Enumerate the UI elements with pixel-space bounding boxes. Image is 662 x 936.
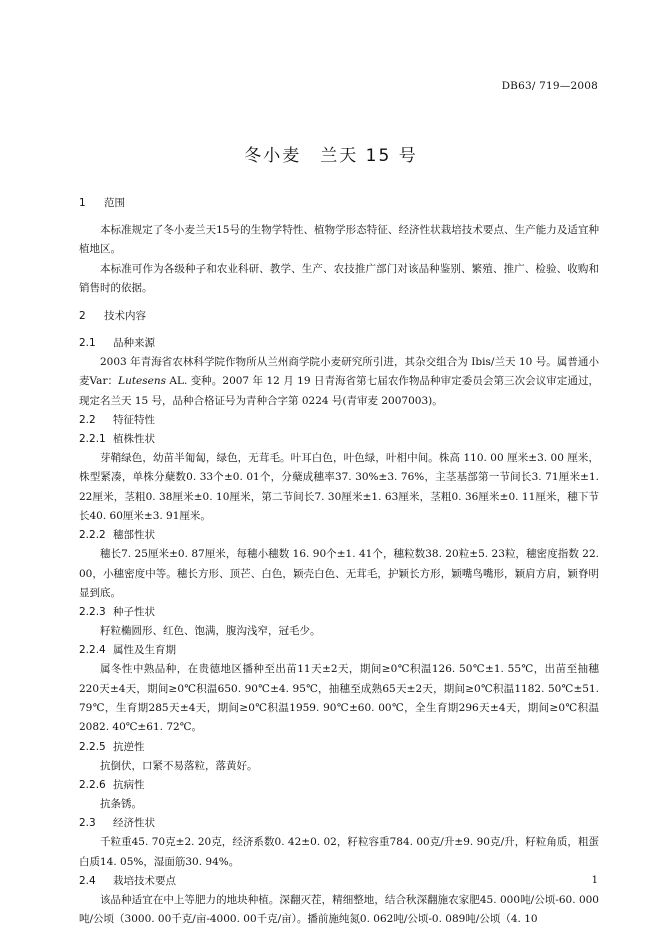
section-heading-1 xyxy=(79,193,599,213)
section-number: 2.2.2 xyxy=(79,529,106,542)
section-number: 2.2.6 xyxy=(79,778,106,791)
paragraph: 抗条锈。 xyxy=(100,797,142,810)
document-title: 冬小麦 兰天 15 号 xyxy=(244,146,418,166)
paragraph xyxy=(79,353,599,411)
section-title: 特征特性 xyxy=(113,414,155,427)
section-title: 抗逆性 xyxy=(113,740,145,753)
paragraph: 本标准可作为各级种子和农业科研、教学、生产、农技推广部门对该品种鉴别、繁殖、推广、检验、收购和销售时的依据。 xyxy=(79,262,599,294)
section-title: 植株性状 xyxy=(113,433,155,446)
subsection-heading-2-2-5 xyxy=(79,738,599,757)
section-number: 2.2.4 xyxy=(79,644,106,657)
document-body xyxy=(79,193,599,929)
standard-code: DB63/ 719—2008 xyxy=(501,80,598,92)
subsection-heading-2-1 xyxy=(79,334,599,353)
section-number: 2.1 xyxy=(79,337,96,350)
section-number: 2.3 xyxy=(79,817,96,830)
subsection-heading-2-2-3 xyxy=(79,603,599,622)
paragraph: 千粒重45. 70克±2. 20克，经济系数0. 42±0. 02，籽粒容重784. 00克/升±9. 90克/升，籽粒角质，粗蛋白质14. 05%，湿面筋30. 94%。 xyxy=(79,836,599,868)
paragraph-text: 2003 年青海省农林科学院作物所从兰州商学院小麦研究所引进，其杂交组合为 Ibis/兰天 10 号。属普通小麦Var： xyxy=(79,356,599,388)
section-number: 2.2.5 xyxy=(79,740,106,753)
section-number: 2 xyxy=(79,310,86,323)
section-title: 经济性状 xyxy=(113,817,155,830)
latin-name: Lutesens xyxy=(118,375,167,388)
page-number: 1 xyxy=(591,875,598,886)
paragraph: 穗长7. 25厘米±0. 87厘米，每穗小穗数 16. 90个±1. 41个，穗粒数38. 20粒±5. 23粒，穗密度指数 22. 00，小穗密度中等。穗长方形、顶芒、白色，颖壳白色、无茸毛，护颖长方形，颖嘴鸟嘴形，颖肩方肩，颖脊明显到底。 xyxy=(79,548,599,599)
section-number: 1 xyxy=(79,197,86,209)
section-number: 2.2 xyxy=(79,414,96,427)
section-number: 2.2.1 xyxy=(79,433,106,446)
section-heading-2 xyxy=(79,306,599,326)
subsection-heading-2-2 xyxy=(79,411,599,430)
section-title: 抗病性 xyxy=(113,778,145,791)
subsection-heading-2-2-6 xyxy=(79,776,599,795)
section-title: 种子性状 xyxy=(113,606,155,619)
subsection-heading-2-3 xyxy=(79,814,599,833)
subsection-heading-2-2-4 xyxy=(79,641,599,660)
subsection-heading-2-2-2 xyxy=(79,526,599,545)
section-title: 穗部性状 xyxy=(113,529,155,542)
paragraph: 籽粒椭圆形、红色、饱满，腹沟浅窄，冠毛少。 xyxy=(100,625,321,638)
paragraph: 本标准规定了冬小麦兰天15号的生物学特性、植物学形态特征、经济性状栽培技术要点、生产能力及适宜种植地区。 xyxy=(79,224,599,256)
section-title: 品种来源 xyxy=(113,337,155,350)
section-title: 栽培技术要点 xyxy=(113,874,176,887)
section-number: 2.2.3 xyxy=(79,606,106,619)
paragraph: 芽鞘绿色，幼苗半匍匐，绿色，无茸毛。叶耳白色，叶色绿，叶相中间。株高 110. 00 厘米±3. 00 厘米，株型紧凑，单株分蘖数0. 33个±0. 01个，分蘖成穗率37. 30%±3. 76%，主茎基部第一节间长3. 71厘米±1. 22厘米，茎粗0. 38厘米±0. 10厘米，第二节间长7. 30厘米±1. 63厘米，茎粗0. 36厘米±0. 11厘米，穗下节长40. 60厘米±3. 91厘米。 xyxy=(79,452,599,522)
section-title: 属性及生育期 xyxy=(113,644,176,657)
section-title: 技术内容 xyxy=(104,310,146,323)
paragraph-text: AL. 变种。2007 年 12 月 19 日青海省第七届农作物品种审定委员会第三次会议审定通过，现定名兰天 15 号，品种合格证号为青种合字第 0224 号(青审麦 2007003)。 xyxy=(79,375,600,407)
paragraph: 该品种适宜在中上等肥力的地块种植。深翻灭茬，精细整地，结合秋深翻施农家肥45. 000吨/公顷-60. 000吨/公顷（3000. 00千克/亩-4000. 00千克/亩）。播前施纯氮0. 062吨/公顷-0. 089吨/公顷（4. 10 xyxy=(79,893,599,926)
paragraph: 抗倒伏，口紧不易落粒，落黄好。 xyxy=(100,759,258,772)
subsection-heading-2-4 xyxy=(79,872,599,891)
subsection-heading-2-2-1 xyxy=(79,430,599,449)
paragraph: 属冬性中熟品种，在贵德地区播种至出苗11天±2天，期间≥0℃积温126. 50℃±1. 55℃，出苗至抽穗220天±4天，期间≥0℃积温650. 90℃±4. 95℃，抽穗至成熟65天±2天，期间≥0℃积温1182. 50℃±51. 79℃，生育期285天±4天，期间≥0℃积温1959. 90℃±60. 00℃，全生育期296天±4天，期间≥0℃积温2082. 40℃±61. 72℃。 xyxy=(79,663,599,734)
section-title: 范围 xyxy=(104,197,125,209)
section-number: 2.4 xyxy=(79,874,96,887)
